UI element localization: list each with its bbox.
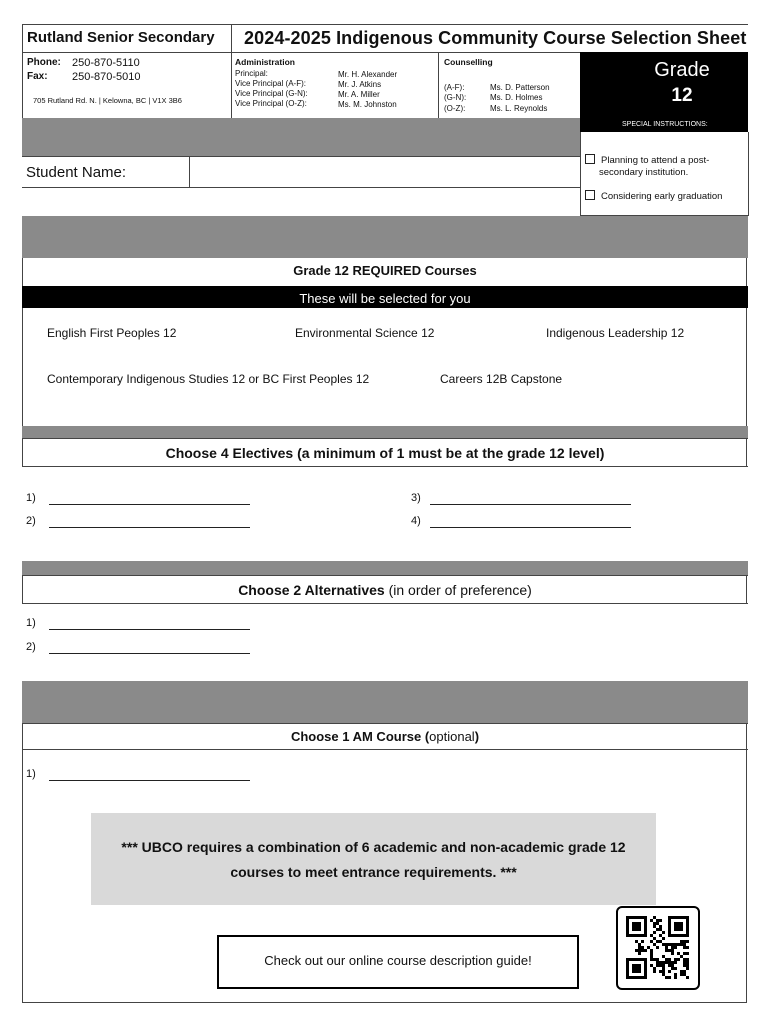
am-course-heading-bold: Choose 1 AM Course ( xyxy=(290,729,430,744)
am-course-heading-light: optional xyxy=(429,729,475,744)
counsel-name-af: Ms. D. Patterson xyxy=(490,83,550,92)
counsel-range-af: (A-F): xyxy=(444,83,465,92)
required-course-5: Careers 12B Capstone xyxy=(440,372,563,386)
special-option-early-graduation[interactable] xyxy=(585,190,722,202)
alternatives-heading-bold: Choose 2 Alternatives xyxy=(238,582,385,598)
required-course-4: Contemporary Indigenous Studies 12 or BC First Peoples 12 xyxy=(47,372,370,386)
electives-gray-band xyxy=(22,426,748,438)
admin-name-vp-oz: Ms. M. Johnston xyxy=(338,100,397,109)
required-heading: Grade 12 REQUIRED Courses xyxy=(293,263,477,278)
counsel-range-gn: (G-N): xyxy=(444,93,467,102)
post-secondary-line2: secondary institution. xyxy=(599,167,689,178)
am-course-gray-band xyxy=(22,681,748,723)
online-guide-text: Check out our online course description guide! xyxy=(264,953,532,968)
alternative-field-2[interactable] xyxy=(49,653,250,654)
counselling-heading: Counselling xyxy=(444,57,493,67)
special-option-post-secondary[interactable] xyxy=(585,154,709,179)
required-course-2: Environmental Science 12 xyxy=(295,326,435,340)
school-fax: 250-870-5010 xyxy=(72,71,141,83)
admin-role-vp-af: Vice Principal (A-F): xyxy=(235,79,306,88)
elective-field-1[interactable] xyxy=(49,504,250,505)
header-gray-band xyxy=(22,118,580,156)
alternatives-heading-rest: (in order of preference) xyxy=(388,582,532,598)
alternative-number-1: 1) xyxy=(26,617,36,629)
admin-name-vp-af: Mr. J. Atkins xyxy=(338,80,382,89)
elective-field-2[interactable] xyxy=(49,527,250,528)
qr-code-graphic xyxy=(618,908,698,988)
counsel-name-oz: Ms. L. Reynolds xyxy=(490,104,548,113)
ubco-note-line1: *** UBCO requires a combination of 6 academic and non-academic grade 12 xyxy=(121,839,626,855)
grade-number: 12 xyxy=(671,85,693,106)
elective-number-4: 4) xyxy=(411,515,421,527)
school-address: 705 Rutland Rd. N. | Kelowna, BC | V1X 3B6 xyxy=(33,96,182,105)
am-course-field-1[interactable] xyxy=(49,780,250,781)
required-gray-band xyxy=(22,216,748,258)
elective-field-4[interactable] xyxy=(430,527,631,528)
school-name: Rutland Senior Secondary xyxy=(27,29,215,46)
ubco-note-line2: courses to meet entrance requirements. *** xyxy=(230,864,517,880)
student-name-label: Student Name: xyxy=(26,164,127,181)
school-phone-label: Phone: xyxy=(27,57,61,68)
required-subheading: These will be selected for you xyxy=(299,291,471,306)
counsel-range-oz: (O-Z): xyxy=(444,104,466,113)
grade-label: Grade xyxy=(654,59,710,81)
electives-heading: Choose 4 Electives (a minimum of 1 must be at the grade 12 level) xyxy=(165,445,605,461)
admin-role-vp-oz: Vice Principal (O-Z): xyxy=(235,99,307,108)
am-course-heading xyxy=(0,729,770,744)
administration-heading: Administration xyxy=(235,57,295,67)
page-title: 2024-2025 Indigenous Community Course Selection Sheet xyxy=(244,28,747,48)
student-name-field[interactable] xyxy=(191,158,578,186)
admin-name-vp-gn: Mr. A. Miller xyxy=(338,90,380,99)
elective-number-2: 2) xyxy=(26,515,36,527)
school-phone: 250-870-5110 xyxy=(72,57,140,69)
special-instructions-heading: SPECIAL INSTRUCTIONS: xyxy=(622,121,708,128)
required-course-3: Indigenous Leadership 12 xyxy=(546,326,685,340)
elective-field-3[interactable] xyxy=(430,504,631,505)
grade-box xyxy=(580,52,748,118)
am-course-heading-close: ) xyxy=(474,729,480,744)
admin-role-vp-gn: Vice Principal (G-N): xyxy=(235,89,308,98)
early-graduation-label: Considering early graduation xyxy=(601,191,723,202)
admin-role-principal: Principal: xyxy=(235,69,268,78)
post-secondary-line1: Planning to attend a post- xyxy=(601,155,710,166)
elective-number-3: 3) xyxy=(411,492,421,504)
admin-name-principal: Mr. H. Alexander xyxy=(338,70,398,79)
checkbox-early-graduation[interactable] xyxy=(585,190,595,200)
checkbox-post-secondary[interactable] xyxy=(585,154,595,164)
am-course-number-1: 1) xyxy=(26,768,36,780)
counsel-name-gn: Ms. D. Holmes xyxy=(490,93,543,102)
elective-number-1: 1) xyxy=(26,492,36,504)
qr-code-icon[interactable] xyxy=(616,906,700,990)
school-fax-label: Fax: xyxy=(27,71,48,82)
ubco-note-box xyxy=(91,813,656,905)
alternatives-gray-band xyxy=(22,561,748,575)
alternative-number-2: 2) xyxy=(26,641,36,653)
alternative-field-1[interactable] xyxy=(49,629,250,630)
required-course-1: English First Peoples 12 xyxy=(47,326,177,340)
alternatives-heading xyxy=(0,582,770,598)
